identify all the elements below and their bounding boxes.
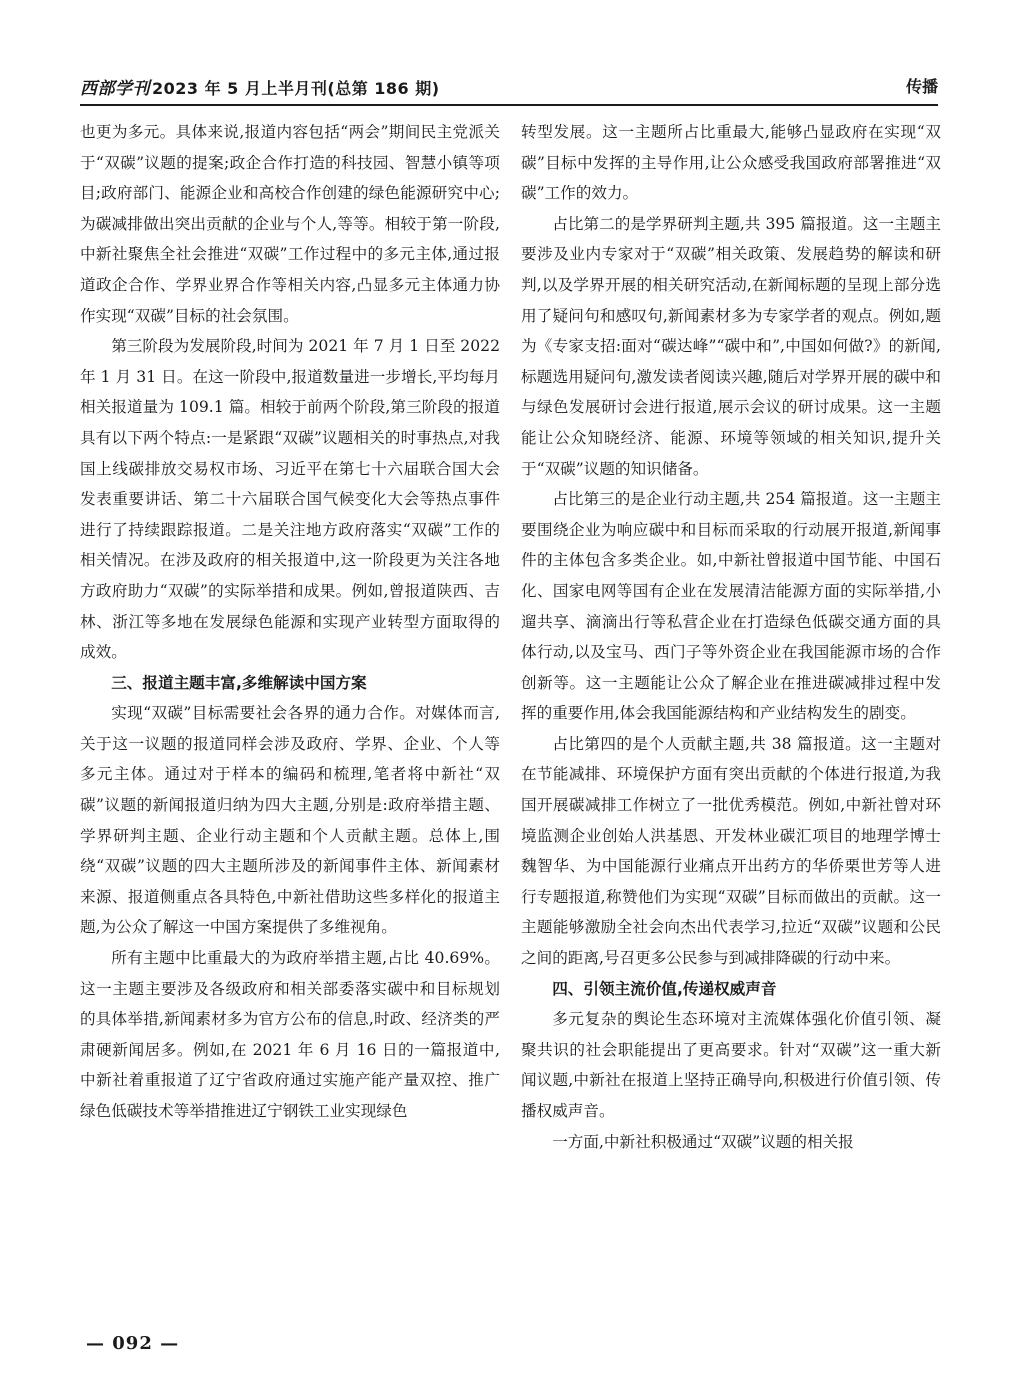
paragraph: 所有主题中比重最大的为政府举措主题,占比 40.69%。这一主题主要涉及各级政府和相关部委落实碳中和目标规划的具体举措,新闻素材多为官方公布的信息,时政、经济类的严肃硬新闻居多。例如,在 2021 年 6 月 16 日的一篇报道中,中新社着重报道了辽宁省政府通过实施产能产量双控、推广绿色低碳技术等举措推进辽宁钢铁工业实现绿色 (80, 949, 500, 1120)
section-heading: 三、报道主题丰富,多维解读中国方案 (111, 673, 367, 692)
paragraph: 也更为多元。具体来说,报道内容包括“两会”期间民主党派关于“双碳”议题的提案;政企合作打造的科技园、智慧小镇等项目;政府部门、能源企业和高校合作创建的绿色能源研究中心;为碳减排做出突出贡献的企业与个人,等等。相较于第一阶段,中新社聚焦全社会推进“双碳”工作过程中的多元主体,通过报道政企合作、学界业界合作等相关内容,凸显多元主体通力协作实现“双碳”目标的社会氛围。 (80, 123, 500, 325)
left-column (80, 117, 500, 1127)
section-label: 传播 (905, 77, 938, 96)
page-header (80, 70, 938, 106)
paragraph: 第三阶段为发展阶段,时间为 2021 年 7 月 1 日至 2022 年 1 月 31 日。在这一阶段中,报道数量进一步增长,平均每月相关报道量为 109.1 篇。相较于前两个阶段,第三阶段的报道具有以下两个特点:一是紧跟“双碳”议题相关的时事热点,对我国上线碳排放交易权市场、习近平在第七十六届联合国大会发表重要讲话、第二十六届联合国气候变化大会等热点事件进行了持续跟踪报道。二是关注地方政府落实“双碳”工作的相关情况。在涉及政府的相关报道中,这一阶段更为关注各地方政府助力“双碳”的实际举措和成果。例如,曾报道陕西、吉林、浙江等多地在发展绿色能源和实现产业转型方面取得的成效。 (80, 337, 500, 662)
page-number: — 092 — (86, 1333, 180, 1354)
paragraph: 占比第四的是个人贡献主题,共 38 篇报道。这一主题对在节能减排、环境保护方面有突出贡献的个体进行报道,为我国开展碳减排工作树立了一批优秀模范。例如,中新社曾对环境监测企业创始人洪基恩、开发林业碳汇项目的地理学博士魏智华、为中国能源行业痛点开出药方的华侨栗世芳等人进行专题报道,称赞他们为实现“双碳”目标而做出的贡献。这一主题能够激励全社会向杰出代表学习,拉近“双碳”议题和公民之间的距离,号召更多公民参与到减排降碳的行动中来。 (521, 734, 941, 968)
right-column (521, 117, 941, 1157)
paragraph: 占比第三的是企业行动主题,共 254 篇报道。这一主题主要围绕企业为响应碳中和目标而采取的行动展开报道,新闻事件的主体包含多类企业。如,中新社曾报道中国节能、中国石化、国家电网等国有企业在发展清洁能源方面的实际举措,小遛共享、滴滴出行等私营企业在打造绿色低碳交通方面的具体行动,以及宝马、西门子等外资企业在我国能源市场的合作创新等。这一主题能让公众了解企业在推进碳减排过程中发挥的重要作用,体会我国能源结构和产业结构发生的剧变。 (521, 490, 941, 723)
issue-info: 2023 年 5 月上半月刊(总第 186 期) (152, 79, 440, 98)
paragraph: 占比第二的是学界研判主题,共 395 篇报道。这一主题主要涉及业内专家对于“双碳”相关政策、发展趋势的解读和研判,以及学界开展的相关研究活动,在新闻标题的呈现上部分选用了疑问句和感叹句,新闻素材多为专家学者的观点。例如,题为《专家支招:面对“碳达峰”“碳中和”,中国如何做?》的新闻,标题选用疑问句,激发读者阅读兴趣,随后对学界开展的碳中和与绿色发展研讨会进行报道,展示会议的研讨成果。这一主题能让公众知晓经济、能源、环境等领域的相关知识,提升关于“双碳”议题的知识储备。 (521, 214, 941, 478)
section-heading: 四、引领主流价值,传递权威声音 (552, 979, 777, 998)
paragraph: 多元复杂的舆论生态环境对主流媒体强化价值引领、凝聚共识的社会职能提出了更高要求。针对“双碳”这一重大新闻议题,中新社在报道上坚持正确导向,积极进行价值引领、传播权威声音。 (521, 1010, 941, 1120)
journal-issue-line (80, 74, 440, 99)
journal-logo: 西部学刊 (80, 79, 150, 99)
paragraph: 实现“双碳”目标需要社会各界的通力合作。对媒体而言,关于这一议题的报道同样会涉及政府、学界、企业、个人等多元主体。通过对于样本的编码和梳理,笔者将中新社“双碳”议题的新闻报道归纳为四大主题,分别是:政府举措主题、学界研判主题、企业行动主题和个人贡献主题。总体上,围绕“双碳”议题的四大主题所涉及的新闻事件主体、新闻素材来源、报道侧重点各具特色,中新社借助这些多样化的报道主题,为公众了解这一中国方案提供了多维视角。 (80, 704, 500, 937)
paragraph: 一方面,中新社积极通过“双碳”议题的相关报 (552, 1132, 854, 1151)
paragraph: 转型发展。这一主题所占比重最大,能够凸显政府在实现“双碳”目标中发挥的主导作用,让公众感受我国政府部署推进“双碳”工作的效力。 (521, 123, 941, 203)
